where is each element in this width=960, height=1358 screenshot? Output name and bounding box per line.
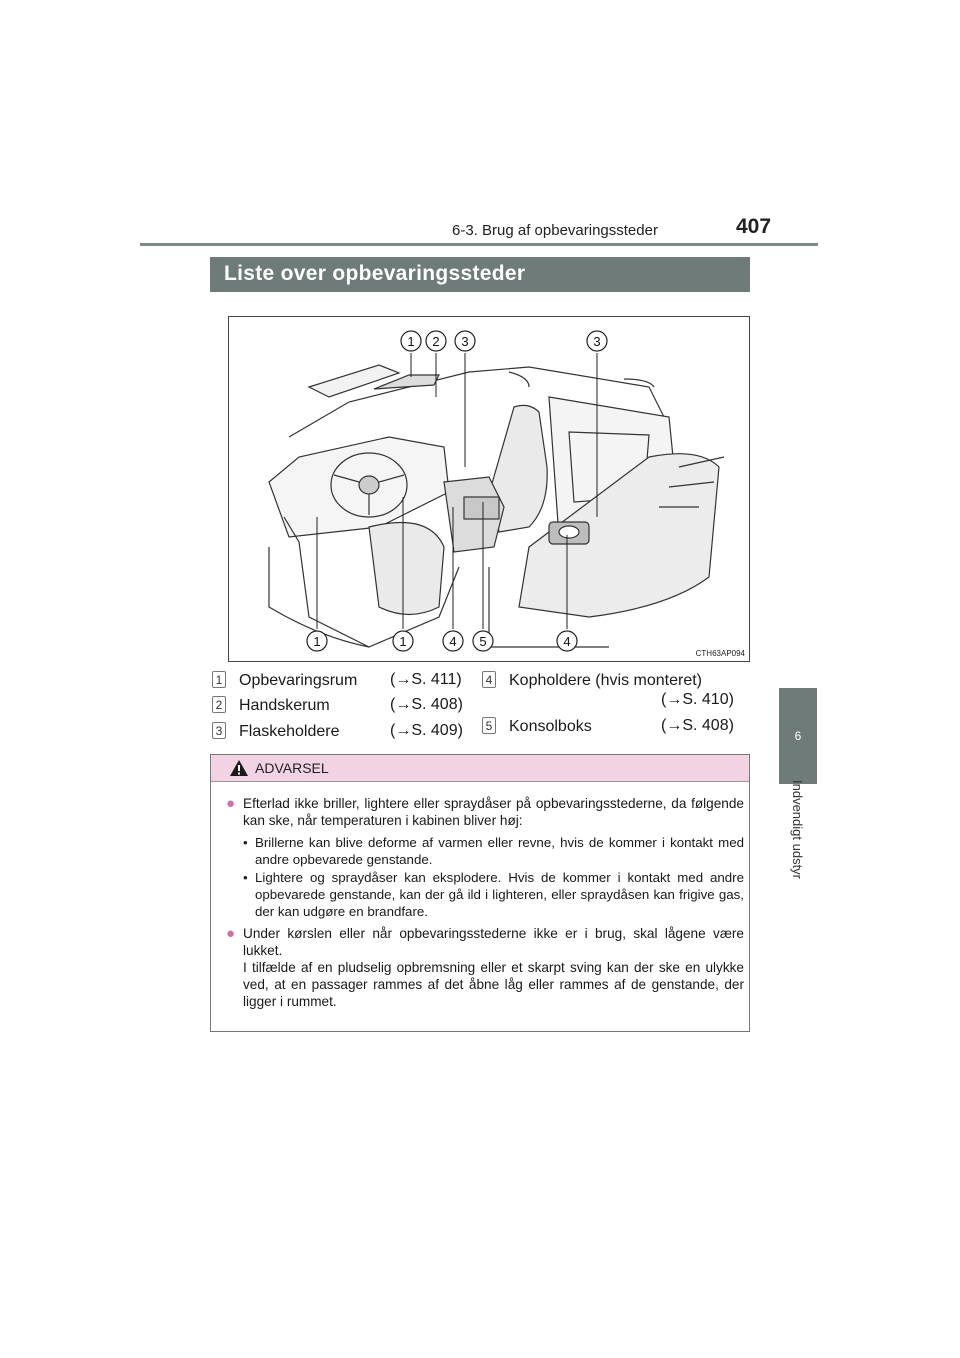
warning-item-2-line2: I tilfælde af en pludselig opbremsning eller et skarpt sving kan der ske en ulykke ved, at en passager rammes af det åbne låg eller rammes af de genstande, der ligger i rummet. [243,960,744,1009]
warning-sub-1-text: Brillerne kan blive deforme af varmen eller revne, hvis de kommer i kontakt med andre opbevarede genstande. [255,835,744,867]
warning-body [225,795,744,1015]
warning-box [210,754,750,1032]
interior-figure [228,316,750,662]
header-section-title: 6-3. Brug af opbevaringssteder [452,222,658,239]
legend-ref-5: (→S. 408) [661,717,734,734]
legend-item-2 [212,696,330,715]
legend-num-5: 5 [482,717,496,734]
car-interior-illustration [229,317,749,661]
legend-num-2: 2 [212,696,226,713]
warning-title: ADVARSEL [255,760,329,776]
warning-item-1-text: Efterlad ikke briller, lightere eller spraydåser på opbevaringsstederne, da følgende kan ske, når temperaturen i kabinen bliver høj: [243,796,744,828]
callout-bottom-1: 1 [313,634,321,649]
sub-bullet-icon: • [243,835,248,850]
warning-sub-1 [225,834,744,868]
warning-sub-2-text: Lightere og spraydåser kan eksplodere. Hvis de kommer i kontakt med andre opbevarede genstande, kan der gå ild i lighteren, eller spraydåsen kan frigive gas, der kan udgøre en brandfare. [255,870,744,919]
legend-num-3: 3 [212,722,226,739]
legend-ref-1: (→S. 411) [390,671,462,688]
legend-num-1: 1 [212,671,226,688]
section-title-bar: Liste over opbevaringssteder [210,257,750,292]
header-rule [140,243,818,246]
callout-top-4: 3 [593,334,601,349]
legend-label-3: Flaskeholdere [239,723,340,740]
callout-top-3: 3 [461,334,469,349]
legend-item-1 [212,671,357,690]
chapter-label: Indvendigt udstyr [790,780,805,880]
callout-bottom-5: 4 [563,634,571,649]
warning-triangle-icon [229,759,249,777]
sub-bullet-icon: • [243,870,248,885]
legend-label-2: Handskerum [239,697,330,714]
warning-item-2 [225,925,744,1010]
callout-bottom-2: 1 [399,634,407,649]
warning-header [211,755,749,782]
legend-item-5 [482,717,592,736]
legend-ref-3: (→S. 409) [390,722,463,739]
callout-bottom-4: 5 [479,634,487,649]
legend-item-4 [482,671,702,690]
callout-bottom-3: 4 [449,634,457,649]
page-number: 407 [736,215,772,238]
legend-label-4: Kopholdere (hvis monteret) [509,672,702,689]
legend-num-4: 4 [482,671,496,688]
legend-item-3 [212,722,340,741]
warning-sub-2 [225,869,744,920]
legend-label-1: Opbevaringsrum [239,672,358,689]
warning-item-2-line1: Under kørslen eller når opbevaringsstederne ikke er i brug, skal lågene være lukket. [243,926,744,958]
bullet-dot-icon: ● [226,795,236,812]
legend-ref-4: (→S. 410) [661,691,734,708]
figure-code: CTH63AP094 [695,649,745,658]
callout-top-1: 1 [407,334,415,349]
legend-ref-2: (→S. 408) [390,696,463,713]
legend-label-5: Konsolboks [509,718,592,735]
warning-item-1 [225,795,744,829]
chapter-tab: 6 [779,688,817,784]
callout-top-2: 2 [432,334,440,349]
bullet-dot-icon: ● [226,925,236,942]
